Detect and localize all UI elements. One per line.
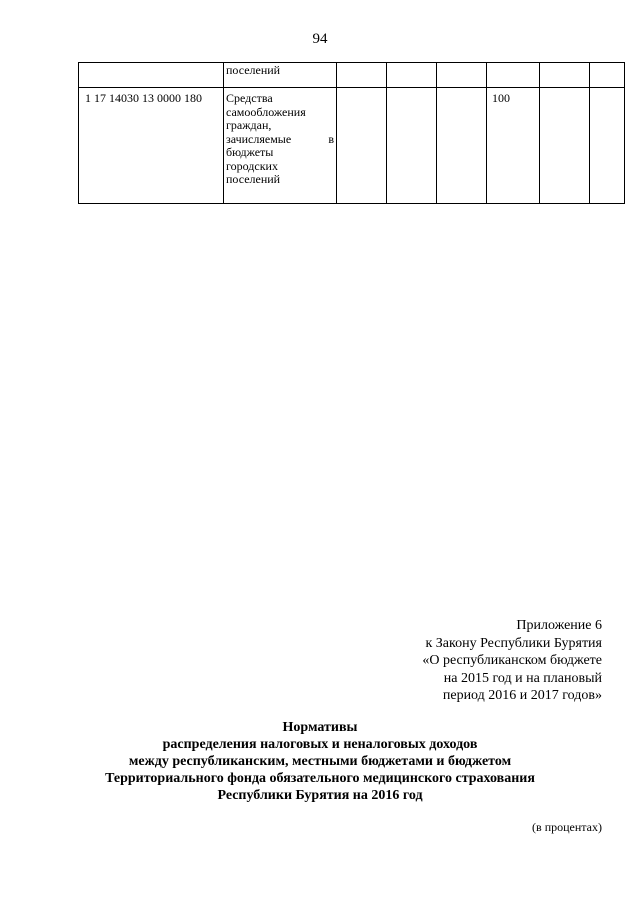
document-heading	[0, 719, 640, 804]
name-line: граждан,	[226, 118, 272, 132]
value-cell	[540, 63, 590, 88]
table-row	[79, 88, 625, 204]
table-row	[79, 63, 625, 88]
page-number: 94	[312, 31, 328, 47]
code-cell	[79, 63, 224, 88]
appendix-line: «О республиканском бюджете	[422, 653, 602, 668]
name-word: зачисляемые	[226, 131, 292, 146]
name-word: в	[328, 131, 334, 146]
value-cell: 100	[487, 88, 540, 204]
name-line: бюджеты	[226, 145, 274, 159]
heading-line: Территориального фонда обязательного медицинского страхования	[105, 771, 535, 786]
name-line: городских	[226, 158, 278, 173]
code-cell: 1 17 14030 13 0000 180	[79, 88, 224, 204]
appendix-line: к Закону Республики Бурятия	[425, 635, 602, 651]
value-cell	[387, 63, 437, 88]
appendix-line: период 2016 и 2017 годов»	[442, 688, 602, 703]
value-cell	[337, 63, 387, 88]
value-cell	[437, 63, 487, 88]
name-line: самообложения	[226, 104, 306, 119]
value-cell	[487, 63, 540, 88]
appendix-line: Приложение 6	[516, 618, 602, 633]
value-cell	[590, 63, 625, 88]
heading-line: Нормативы	[282, 720, 358, 735]
revenue-table	[78, 62, 625, 204]
units-note: (в процентах)	[532, 820, 602, 834]
appendix-block	[422, 617, 602, 705]
name-line: Средства	[226, 91, 273, 105]
name-cell: поселений	[224, 63, 337, 88]
appendix-line: на 2015 год и на плановый	[443, 670, 602, 686]
name-cell	[224, 88, 337, 204]
value-cell	[337, 88, 387, 204]
heading-line: распределения налоговых и неналоговых доходов	[162, 737, 478, 752]
name-line-justified	[226, 133, 334, 147]
value-cell	[437, 88, 487, 204]
heading-line: между республиканским, местными бюджетами и бюджетом	[128, 754, 512, 769]
value-cell	[540, 88, 590, 204]
value-cell	[590, 88, 625, 204]
value-cell	[387, 88, 437, 204]
name-line: поселений	[226, 172, 281, 186]
heading-line: Республики Бурятия на 2016 год	[217, 788, 423, 803]
